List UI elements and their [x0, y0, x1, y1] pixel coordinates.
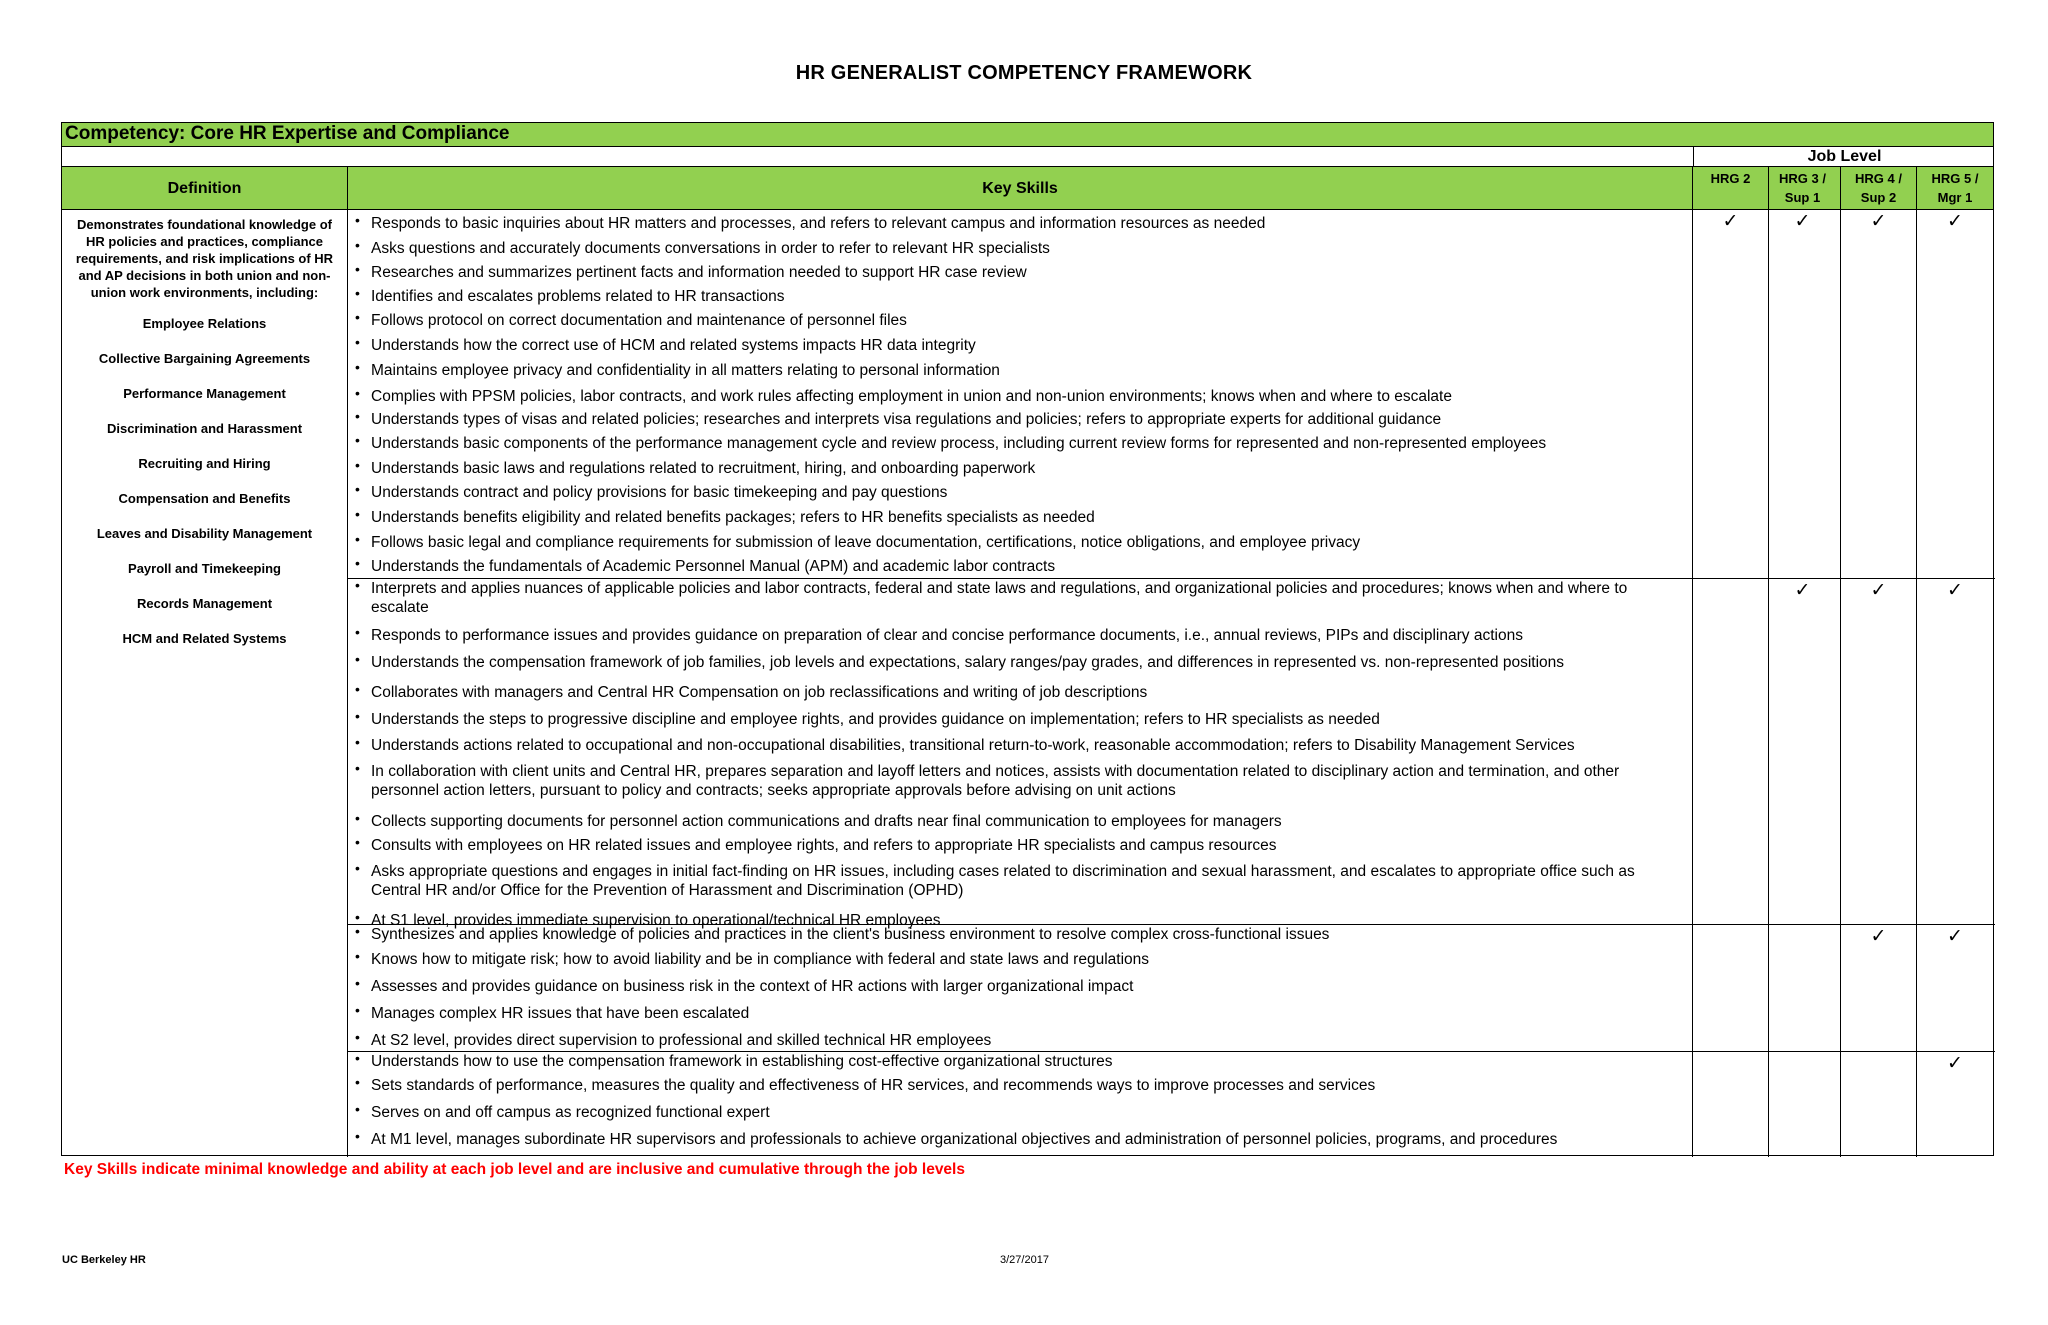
skill-item [348, 214, 1693, 233]
skill-item [348, 239, 1693, 258]
skill-text: Understands how the correct use of HCM and related systems impacts HR data integrity [371, 337, 976, 354]
definition-area: Discrimination and Harassment [106, 421, 303, 436]
bullet-icon: • [355, 481, 360, 497]
level-header-line1: HRG 3 / [1779, 171, 1826, 186]
competency-table [61, 122, 1994, 1156]
document-title: HR GENERALIST COMPETENCY FRAMEWORK [795, 62, 1253, 84]
skill-text: Understands the compensation framework of job families, job levels and expectations, salary ranges/pay grades, and differences in represented vs. non-represented positions [371, 654, 1565, 671]
skill-item [348, 977, 1693, 996]
bullet-icon: • [355, 708, 360, 724]
skill-item [348, 387, 1693, 406]
skill-item [348, 862, 1693, 900]
skill-item [348, 434, 1693, 453]
skill-text: Serves on and off campus as recognized functional expert [371, 1104, 770, 1121]
definition-area: Recruiting and Hiring [138, 456, 271, 471]
skill-text: Identifies and escalates problems related to HR transactions [371, 288, 785, 305]
skill-text: Follows basic legal and compliance requirements for submission of leave documentation, certifications, notice obligations, and employee privacy [371, 534, 1361, 551]
bullet-icon: • [355, 309, 360, 325]
bullet-icon: • [355, 810, 360, 826]
skill-item [348, 1130, 1693, 1149]
skill-text: Collaborates with managers and Central HR Compensation on job reclassifications and writing of job descriptions [371, 684, 1148, 701]
skill-text: Understands basic laws and regulations related to recruitment, hiring, and onboarding paperwork [371, 460, 1036, 477]
level-check-cell [1765, 579, 1841, 924]
level-header-line1: HRG 4 / [1855, 171, 1902, 186]
bullet-icon: • [355, 555, 360, 571]
skill-item [348, 925, 1693, 944]
skill-item [348, 762, 1693, 800]
key-skills-header: Key Skills [348, 167, 1693, 210]
footer-date: 3/27/2017 [1000, 1254, 1049, 1266]
level-check-cell [1841, 210, 1917, 578]
skill-item [348, 263, 1693, 282]
level-check-cell [1917, 210, 1993, 578]
skill-text: In collaboration with client units and Central HR, prepares separation and layoff letters and notices, assists with documentation related to disciplinary action and termination, and other personnel action letters, pursuant to policy and contracts; seeks appropriate approvals before advising on unit actions [371, 763, 1620, 799]
bullet-icon: • [355, 359, 360, 375]
bullet-icon: • [355, 237, 360, 253]
definition-area: Leaves and Disability Management [96, 526, 313, 541]
level-header-line2: Mgr 1 [1937, 190, 1973, 205]
level-check-cell [1841, 1052, 1917, 1157]
level-header-hrg2 [1693, 167, 1769, 210]
bullet-icon: • [355, 506, 360, 522]
level-header-line1: HRG 5 / [1931, 171, 1979, 186]
skill-item [348, 361, 1693, 380]
bullet-icon: • [355, 1002, 360, 1018]
job-level-label: Job Level [1693, 147, 1995, 167]
bullet-icon: • [355, 212, 360, 228]
level-header-line1: HRG 2 [1710, 171, 1751, 186]
bullet-icon: • [355, 860, 360, 876]
skill-item [348, 710, 1693, 729]
level-check-cell [1841, 579, 1917, 924]
skill-text: Understands benefits eligibility and related benefits packages; refers to HR benefits specialists as needed [371, 509, 1095, 526]
key-skills-cell [348, 577, 1693, 929]
skill-text: At S1 level, provides immediate supervision to operational/technical HR employees [371, 912, 941, 929]
skill-text: At S2 level, provides direct supervision to professional and skilled technical HR employees [371, 1032, 992, 1049]
bullet-icon: • [355, 1128, 360, 1144]
bullet-icon: • [355, 285, 360, 301]
level-check-cell [1917, 579, 1993, 924]
skill-text: Responds to basic inquiries about HR matters and processes, and refers to relevant campus and information resources as needed [371, 215, 1266, 232]
key-skills-cell [348, 210, 1693, 578]
checkmark-icon: ✓ [1870, 211, 1887, 232]
skill-group [348, 210, 1995, 579]
skill-text: Understands the fundamentals of Academic Personnel Manual (APM) and academic labor contracts [371, 558, 1056, 575]
bullet-icon: • [355, 734, 360, 750]
bullet-icon: • [355, 457, 360, 473]
checkmark-icon: ✓ [1947, 926, 1963, 947]
level-header-line2: Sup 2 [1860, 190, 1897, 205]
checkmark-icon: ✓ [1794, 580, 1811, 601]
skill-item [348, 483, 1693, 502]
skill-item [348, 410, 1693, 429]
checkmark-icon: ✓ [1947, 1053, 1963, 1074]
competency-banner: Competency: Core HR Expertise and Compliance [62, 123, 1993, 147]
skill-item [348, 1076, 1693, 1095]
definition-area: HCM and Related Systems [122, 631, 287, 646]
skill-text: Understands the steps to progressive discipline and employee rights, and provides guidance on implementation; refers to HR specialists as needed [371, 711, 1380, 728]
level-check-cell [1917, 1052, 1993, 1157]
skill-item [348, 311, 1693, 330]
bullet-icon: • [355, 975, 360, 991]
skill-text: Follows protocol on correct documentation and maintenance of personnel files [371, 312, 907, 329]
skill-text: Consults with employees on HR related issues and employee rights, and refers to appropriate HR specialists and campus resources [371, 837, 1277, 854]
checkmark-icon: ✓ [1794, 211, 1811, 232]
definition-area: Employee Relations [142, 316, 267, 331]
bullet-icon: • [355, 948, 360, 964]
skill-text: Asks questions and accurately documents conversations in order to refer to relevant HR specialists [371, 240, 1050, 257]
skill-text: Assesses and provides guidance on business risk in the context of HR actions with larger organizational impact [371, 978, 1134, 995]
level-check-cell [1841, 925, 1917, 1051]
level-check-cell [1765, 925, 1841, 1051]
skill-text: Complies with PPSM policies, labor contracts, and work rules affecting employment in union and non-union environments; knows when and where to escalate [371, 388, 1452, 405]
level-check-cell [1765, 210, 1841, 578]
skill-item [348, 836, 1693, 855]
skill-text: Collects supporting documents for personnel action communications and drafts near final communication to employees for managers [371, 813, 1282, 830]
skill-item [348, 653, 1693, 672]
skill-group [348, 925, 1995, 1052]
skill-text: Sets standards of performance, measures the quality and effectiveness of HR services, and recommends ways to improve processes and services [371, 1077, 1376, 1094]
bullet-icon: • [355, 1101, 360, 1117]
level-header-hrg3 [1765, 167, 1841, 210]
skill-text: Understands contract and policy provisions for basic timekeeping and pay questions [371, 484, 948, 501]
definition-area: Payroll and Timekeeping [128, 561, 281, 576]
definition-text: Demonstrates foundational knowledge of HR policies and practices, compliance requirements, and risk implications of HR and AP decisions in both union and non-union work environments, including: [75, 217, 334, 300]
bullet-icon: • [355, 834, 360, 850]
bullet-icon: • [355, 1029, 360, 1045]
skill-item [348, 508, 1693, 527]
level-check-cell [1693, 925, 1769, 1051]
skill-text: At M1 level, manages subordinate HR supervisors and professionals to achieve organizational objectives and administration of personnel policies, programs, and procedures [371, 1131, 1558, 1148]
skill-text: Manages complex HR issues that have been escalated [371, 1005, 750, 1022]
bullet-icon: • [355, 385, 360, 401]
bullet-icon: • [355, 261, 360, 277]
level-check-cell [1765, 1052, 1841, 1157]
skill-item [348, 812, 1693, 831]
skill-group [348, 577, 1995, 929]
skill-item [348, 683, 1693, 702]
skill-item [348, 533, 1693, 552]
skill-text: Interprets and applies nuances of applicable policies and labor contracts, federal and state laws and regulations, and organizational policies and procedures; knows when and where to escalate [371, 580, 1628, 616]
key-skills-cell [348, 925, 1693, 1051]
skill-item [348, 336, 1693, 355]
skill-text: Understands actions related to occupational and non-occupational disabilities, transitional return-to-work, reasonable accommodation; refers to Disability Management Services [371, 737, 1575, 754]
level-check-cell [1693, 579, 1769, 924]
footer-org: UC Berkeley HR [62, 1254, 146, 1266]
skill-text: Understands how to use the compensation framework in establishing cost-effective organizational structures [371, 1053, 1113, 1070]
skill-item [348, 287, 1693, 306]
definition-area: Collective Bargaining Agreements [98, 351, 311, 366]
checkmark-icon: ✓ [1947, 211, 1963, 232]
skill-group [348, 1052, 1995, 1157]
skill-text: Understands basic components of the performance management cycle and review process, including current review forms for represented and non-represented employees [371, 435, 1547, 452]
footnote: Key Skills indicate minimal knowledge and ability at each job level and are inclusive and cumulative through the job levels [64, 1161, 965, 1178]
skill-item [348, 1052, 1693, 1071]
bullet-icon: • [355, 923, 360, 939]
skill-text: Responds to performance issues and provides guidance on preparation of clear and concise performance documents, i.e., annual reviews, PIPs and disciplinary actions [371, 627, 1523, 644]
key-skills-cell [348, 1052, 1693, 1157]
bullet-icon: • [355, 624, 360, 640]
bullet-icon: • [355, 760, 360, 776]
level-header-line2: Sup 1 [1784, 190, 1821, 205]
skill-item [348, 626, 1693, 645]
definition-area: Compensation and Benefits [118, 491, 291, 506]
bullet-icon: • [355, 909, 360, 925]
skill-text: Asks appropriate questions and engages in initial fact-finding on HR issues, including cases related to discrimination and sexual harassment, and escalates to appropriate office such as Central HR and/or Office for the Prevention of Harassment and Discrimination (OPHD) [371, 863, 1635, 899]
definition-column [62, 210, 348, 1157]
bullet-icon: • [355, 577, 360, 593]
checkmark-icon: ✓ [1947, 580, 1963, 601]
definition-header: Definition [62, 167, 348, 210]
skill-item [348, 1031, 1693, 1050]
level-check-cell [1693, 210, 1769, 578]
skill-item [348, 459, 1693, 478]
bullet-icon: • [355, 432, 360, 448]
definition-area: Performance Management [123, 386, 286, 401]
skill-item [348, 1004, 1693, 1023]
skill-item [348, 1103, 1693, 1122]
skill-text: Synthesizes and applies knowledge of policies and practices in the client's business environment to resolve complex cross-functional issues [371, 926, 1330, 943]
definition-area: Records Management [136, 596, 273, 611]
bullet-icon: • [355, 1074, 360, 1090]
level-check-cell [1693, 1052, 1769, 1157]
skill-item [348, 579, 1693, 617]
checkmark-icon: ✓ [1722, 211, 1739, 232]
level-header-hrg5 [1917, 167, 1993, 210]
column-header-row [62, 167, 1993, 210]
skill-item [348, 736, 1693, 755]
checkmark-icon: ✓ [1870, 580, 1887, 601]
skill-text: Understands types of visas and related policies; researches and interprets visa regulations and policies; refers to appropriate experts for additional guidance [371, 411, 1442, 428]
level-check-cell [1917, 925, 1993, 1051]
skill-item [348, 950, 1693, 969]
bullet-icon: • [355, 408, 360, 424]
bullet-icon: • [355, 1050, 360, 1066]
job-level-row [62, 147, 1993, 167]
bullet-icon: • [355, 681, 360, 697]
skill-item [348, 557, 1693, 576]
level-header-hrg4 [1841, 167, 1917, 210]
skill-text: Maintains employee privacy and confidentiality in all matters relating to personal information [371, 362, 1000, 379]
bullet-icon: • [355, 651, 360, 667]
bullet-icon: • [355, 531, 360, 547]
bullet-icon: • [355, 334, 360, 350]
skill-text: Knows how to mitigate risk; how to avoid liability and be in compliance with federal and state laws and regulations [371, 951, 1150, 968]
checkmark-icon: ✓ [1870, 926, 1887, 947]
skill-text: Researches and summarizes pertinent facts and information needed to support HR case review [371, 264, 1027, 281]
